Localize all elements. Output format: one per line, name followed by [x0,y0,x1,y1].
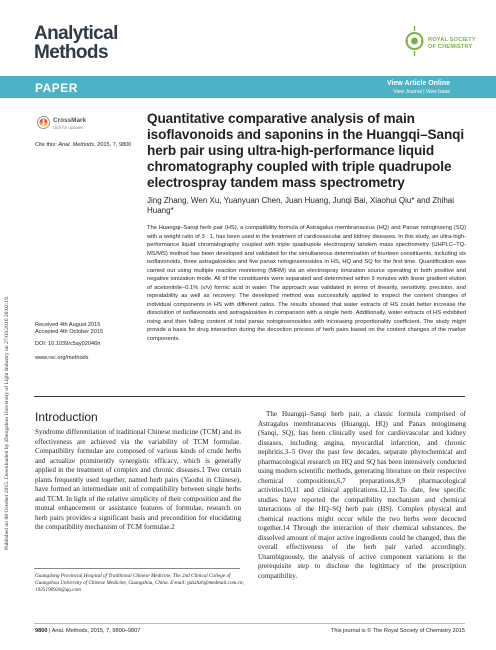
cite-rest: , 2015, 7, 9800 [94,142,132,148]
journal-url[interactable]: www.rsc.org/methods [35,355,89,361]
author-list: Jing Zhang, Wen Xu, Yuanyuan Chen, Juan Huang, Junqi Bai, Xiaohui Qiu* and Zhihai Huang* [147,196,455,215]
received-date: Received 4th August 2015 [35,322,101,328]
crossmark-label: CrossMark [53,117,87,124]
publisher-emblem-icon [404,24,425,58]
footer-divider [34,623,465,624]
view-article-online-link[interactable]: View Article Online [386,80,450,87]
history-dates [35,322,103,336]
page-number: 9800 [35,628,48,634]
section-divider [34,396,465,397]
cite-prefix: Cite this: [35,142,57,148]
publisher-name-line1: ROYAL SOCIETY [428,37,476,43]
accepted-date: Accepted 4th October 2015 [35,329,104,336]
page-footer-left [35,628,140,634]
abstract: The Huangqi–Sanqi herb pair (HS), a compatibility formula of Astragalus membranaceus (HQ) and Panax notoginseng (SQ) with a weight ratio of 3 : 1, has been used in the treatment of cardiovascular and kidney diseases. In this study, an ultra-high-performance liquid chromatography coupled with triple quadrupole electrospray tandem mass spectrometry (UHPLC–TQ-MS/MS) method has been developed and validated for the simultaneous determination of fourteen constituents, including six isoflavonoids, three astragalosides and five panax notoginsenosides in HS, HQ and SQ for the first time. Quantification was carried out using multiple reaction monitoring (MRM) via an electrospray ionization source operating in both positive and negative ionization mode. All of the constituents were separated and determined within 9 minutes with linear gradient elution of acetonitrile–0.1% (v/v) formic acid in water. The approach was validated in terms of linearity, sensitivity, precision, and repeatability as well as recovery. The developed method was successfully applied to inspect the content changes of individual components in HS with different ratios. The results showed that water extracts of HS could better increase the dissolution of isoflavonoids and astragalosides in comparison with a single herb. Additionally, water extracts of HS exhibited rising and then falling content of total panax notoginsenosides with increasing proportionality coefficient. The study might provide a basis for drug interaction during the decoction process of herb pairs based on the content changes of the marker components. [147,225,466,342]
cite-journal: Anal. Methods [58,142,95,148]
citation [35,142,131,148]
article-title: Quantitative comparative analysis of main isoflavonoids and saponins in the Huangqi–Sanqi herb pair using ultra-high-performance liquid chromatography coupled with triple quadrupole electrospray tandem mass spectrometry [147,111,465,190]
download-note: Published on 08 October 2015. Downloaded by Zhengzhou University of Light Industry on 27/03/2016 20:02:19. [4,295,10,550]
intro-paragraph-left: Syndrome differentiation of traditional Chinese medicine (TCM) and its effectiveness are achieved via the variability of TCM formulae. Compatibility formulae are composed of various kinds of crude herbs and actualize prominently synergistic efficacy, which is generally applied in the treatment of complex and chronic diseases.1 Two certain plants frequently used together, named herb pairs (Yaodui in Chinese), have formed an intermediate unit of compatibility between single herbs and TCM. In light of the relative simplicity of their composition and the mutual enhancement or assistance features of formulae, research on herb pairs provides a significant basis and precondition for elucidating the compatibility mechanism of TCM formulae.2 [35,428,241,531]
footnote-divider [34,568,240,569]
journal-name [34,24,118,62]
publisher-name [428,37,476,50]
crossmark-icon [37,116,50,129]
footer-citation: | Anal. Methods, 2015, 7, 9800–9807 [47,628,141,634]
section-heading: Introduction [35,410,98,424]
journal-name-line1: Analytical [34,23,118,44]
journal-name-line2: Methods [34,42,108,63]
article-type-label: PAPER [35,81,78,95]
affiliation-footnote: Guangdong Provincial Hospital of Traditional Chinese Medicine, The 2nd Clinical College of Guangzhou University of Chinese Medicine, Guangzhou, China. E-mail: gdszhzh@medmail.com.cn; 1925190926@qq.com [35,573,245,593]
view-journal-issue-links[interactable]: View Journal | View Issue [393,89,450,95]
doi[interactable]: DOI: 10.1039/c5ay02046h [35,341,101,347]
crossmark-sub: click for updates [53,125,84,130]
intro-paragraph-right: The Huangqi–Sanqi herb pair, a classic formula comprised of Astragalus membranaceus (Huangqi, HQ) and Panax notoginseng (Sanqi, SQ), has been clinically used for cardiovascular and kidney diseases, including angina, myocardial infarction, and chronic nephritis.3–5 Over the past few decades, separate phytochemical and pharmacological research on HQ and SQ has been intensively conducted using modern scientific methods, generating literature on their respective chemical compositions,6,7 preparations,8,9 pharmacological activities10,11 and clinical applications.12,13 To date, few specific studies have reported the compatibility mechanism and chemical interactions of the HQ–SQ herb pair (HS). Complex physical and chemical reactions might occur while the two herbs were decocted together.14 Through the interaction of their chemical substances, the dissolved amount of major active ingredients could be changed, thus the overall effectiveness of the herb pair varied accordingly. Unambiguously, the analysis of active component variations is the prerequisite step to disclose the legitimacy of the prescription compatibility. [258,410,466,580]
publisher-logo [404,24,484,64]
page-footer-right: This journal is © The Royal Society of Chemistry 2015 [331,628,465,634]
publisher-name-line2: OF CHEMISTRY [428,43,473,50]
crossmark-badge[interactable] [37,115,97,133]
